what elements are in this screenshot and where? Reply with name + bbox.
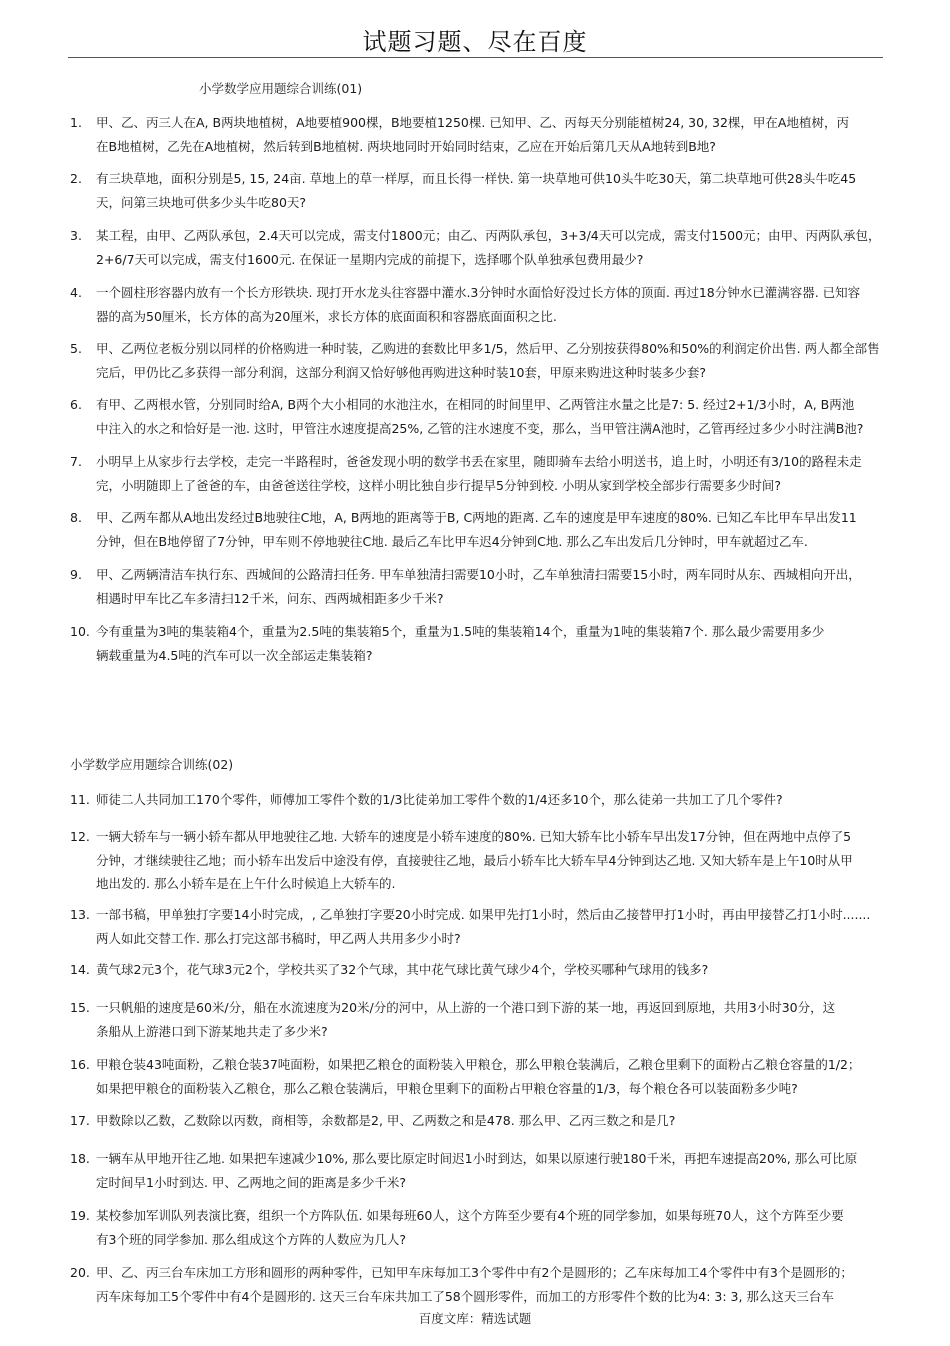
- question-item: [70, 1053, 885, 1100]
- question-text: 丙车床每加工5个零件中有4个是圆形的. 这天三台车床共加工了58个圆形零件，而加工的方形零件个数的比为4: 3: 3, 那么这天三台车: [96, 1288, 834, 1304]
- question-text: 两人如此交替工作. 那么打完这部书稿时，甲乙两人共用多少小时?: [96, 930, 461, 946]
- question-number: 3.: [70, 228, 82, 243]
- question-text: 甲、乙、丙三人在A, B两块地植树，A地要植900棵，B地要植1250棵. 已知甲、乙、丙每天分别能植树24, 30, 32棵，甲在A地植树，丙: [96, 115, 849, 130]
- question-item: [70, 224, 885, 271]
- question-text: 有三块草地，面积分别是5, 15, 24亩. 草地上的草一样厚，而且长得一样快. 第一块草地可供10头牛吃30天，第二块草地可供28头牛吃45: [96, 171, 857, 186]
- question-number: 12.: [70, 829, 90, 844]
- question-text: 小明早上从家步行去学校，走完一半路程时，爸爸发现小明的数学书丢在家里，随即骑车去给小明送书，追上时，小明还有3/10的路程未走: [96, 454, 862, 469]
- question-text: 某工程，由甲、乙两队承包，2.4天可以完成，需支付1800元；由乙、丙两队承包，3+3/4天可以完成，需支付1500元；由甲、丙两队承包，: [96, 228, 881, 243]
- question-number: 13.: [70, 907, 90, 922]
- question-number: 5.: [70, 341, 82, 356]
- question-text: 分钟，才继续驶往乙地；而小轿车出发后中途没有停，直接驶往乙地，最后小轿车比大轿车早4分钟到达乙地. 又知大轿车是上午10时从甲: [96, 852, 853, 868]
- question-item: [70, 1204, 885, 1251]
- question-item: [70, 167, 885, 214]
- question-item: [70, 450, 885, 497]
- question-number: 20.: [70, 1265, 90, 1280]
- question-item: [70, 1109, 885, 1133]
- question-text: 一只帆船的速度是60米/分，船在水流速度为20米/分的河中，从上游的一个港口到下游的某一地，再返回到原地，共用3小时30分，这: [96, 1000, 836, 1015]
- question-text: 定时间早1小时到达. 甲、乙两地之间的距离是多少千米?: [96, 1174, 407, 1190]
- question-number: 9.: [70, 567, 82, 582]
- question-item: [70, 393, 885, 440]
- question-text: 甲、乙、丙三台车床加工方形和圆形的两种零件，已知甲车床每加工3个零件中有2个是圆形的；乙车床每加工4个零件中有3个是圆形的；: [96, 1265, 853, 1280]
- question-text: 天，问第三块地可供多少头牛吃80天?: [96, 194, 307, 210]
- question-item: [70, 111, 885, 158]
- question-item: [70, 1147, 885, 1194]
- question-number: 7.: [70, 454, 82, 469]
- question-text: 分钟，但在B地停留了7分钟，甲车则不停地驶往C地. 最后乙车比甲车迟4分钟到C地. 那么乙车出发后几分钟时，甲车就超过乙车.: [96, 533, 808, 549]
- question-item: [70, 506, 885, 553]
- question-item: [70, 1261, 885, 1308]
- question-number: 6.: [70, 397, 82, 412]
- question-text: 中注入的水之和恰好是一池. 这时，甲管注水速度提高25%, 乙管的注水速度不变，那么，当甲管注满A池时，乙管再经过多少小时注满B池?: [96, 420, 864, 436]
- question-text: 有3个班的同学参加. 那么组成这个方阵的人数应为几人?: [96, 1231, 407, 1247]
- question-text: 在B地植树，乙先在A地植树，然后转到B地植树. 两块地同时开始同时结束，乙应在开始后第几天从A地转到B地?: [96, 138, 716, 154]
- question-item: [70, 620, 885, 667]
- question-number: 1.: [70, 115, 82, 130]
- header-divider: [68, 57, 883, 58]
- question-text: 如果把甲粮仓的面粉装入乙粮仓，那么乙粮仓装满后，甲粮仓里剩下的面粉占甲粮仓容量的1/3，每个粮仓各可以装面粉多少吨?: [96, 1080, 798, 1096]
- page-header-title: 试题习题、尽在百度: [362, 28, 588, 56]
- question-text: 一辆车从甲地开往乙地. 如果把车速减少10%, 那么要比原定时间迟1小时到达，如果以原速行驶180千米，再把车速提高20%, 那么可比原: [96, 1151, 858, 1166]
- question-text: 黄气球2元3个，花气球3元2个，学校共买了32个气球，其中花气球比黄气球少4个，学校买哪种气球用的钱多?: [96, 962, 709, 977]
- question-number: 15.: [70, 1000, 90, 1015]
- question-number: 8.: [70, 510, 82, 525]
- question-text: 甲、乙两辆清洁车执行东、西城间的公路清扫任务. 甲车单独清扫需要10小时，乙车单独清扫需要15小时，两车同时从东、西城相向开出，: [96, 567, 861, 582]
- question-text: 一辆大轿车与一辆小轿车都从甲地驶往乙地. 大轿车的速度是小轿车速度的80%. 已知大轿车比小轿车早出发17分钟，但在两地中点停了5: [96, 829, 852, 844]
- question-item: [70, 958, 885, 982]
- question-text: 2+6/7天可以完成，需支付1600元. 在保证一星期内完成的前提下，选择哪个队单独承包费用最少?: [96, 251, 644, 267]
- question-text: 器的高为50厘米，长方体的高为20厘米，求长方体的底面面积和容器底面面积之比.: [96, 308, 557, 324]
- question-text: 甲数除以乙数，乙数除以丙数，商相等，余数都是2, 甲、乙两数之和是478. 那么甲、乙丙三数之和是几?: [96, 1113, 676, 1128]
- question-item: [70, 825, 885, 896]
- question-text: 某校参加军训队列表演比赛，组织一个方阵队伍. 如果每班60人，这个方阵至少要有4个班的同学参加，如果每班70人，这个方阵至少要: [96, 1208, 844, 1223]
- question-number: 18.: [70, 1151, 90, 1166]
- question-item: [70, 337, 885, 384]
- question-text: 完，小明随即上了爸爸的车，由爸爸送往学校，这样小明比独自步行提早5分钟到校. 小明从家到学校全部步行需要多少时间?: [96, 477, 782, 493]
- question-item: [70, 563, 885, 610]
- question-number: 2.: [70, 171, 82, 186]
- question-number: 4.: [70, 285, 82, 300]
- question-text: 条船从上游港口到下游某地共走了多少米?: [96, 1023, 328, 1039]
- question-number: 19.: [70, 1208, 90, 1223]
- question-text: 地出发的. 那么小轿车是在上午什么时候追上大轿车的.: [96, 876, 396, 891]
- question-text: 有甲、乙两根水管，分别同时给A, B两个大小相同的水池注水，在相同的时间里甲、乙两管注水量之比是7: 5. 经过2+1/3小时，A, B两池: [96, 397, 855, 412]
- question-text: 甲粮仓装43吨面粉，乙粮仓装37吨面粉，如果把乙粮仓的面粉装入甲粮仓，那么甲粮仓装满后，乙粮仓里剩下的面粉占乙粮仓容量的1/2；: [96, 1057, 861, 1072]
- question-number: 17.: [70, 1113, 90, 1128]
- question-text: 相遇时甲车比乙车多清扫12千米，问东、西两城相距多少千米?: [96, 590, 444, 606]
- question-text: 师徒二人共同加工170个零件，师傅加工零件个数的1/3比徒弟加工零件个数的1/4还多10个，那么徒弟一共加工了几个零件?: [96, 792, 783, 807]
- question-item: [70, 903, 885, 950]
- question-text: 完后，甲仍比乙多获得一部分利润，这部分利润又恰好够他再购进这种时装10套，甲原来购进这种时装多少套?: [96, 364, 707, 380]
- question-text: 今有重量为3吨的集装箱4个，重量为2.5吨的集装箱5个，重量为1.5吨的集装箱14个，重量为1吨的集装箱7个. 那么最少需要用多少: [96, 624, 825, 639]
- section-title: 小学数学应用题综合训练(02): [70, 757, 234, 772]
- question-text: 甲、乙两车都从A地出发经过B地驶往C地，A, B两地的距离等于B, C两地的距离. 乙车的速度是甲车速度的80%. 已知乙车比甲车早出发11: [96, 510, 857, 525]
- question-item: [70, 788, 885, 812]
- question-item: [70, 996, 885, 1043]
- page-footer: 百度文库：精选试题: [418, 1311, 532, 1326]
- question-text: 一部书稿，甲单独打字要14小时完成，, 乙单独打字要20小时完成. 如果甲先打1小时，然后由乙接替甲打1小时，再由甲接替乙打1小时.......: [96, 907, 871, 922]
- question-number: 16.: [70, 1057, 90, 1072]
- section-title: 小学数学应用题综合训练(01): [199, 81, 363, 96]
- question-text: 一个圆柱形容器内放有一个长方形铁块. 现打开水龙头往容器中灌水.3分钟时水面恰好没过长方体的顶面. 再过18分钟水已灌满容器. 已知容: [96, 285, 861, 300]
- question-number: 14.: [70, 962, 90, 977]
- question-number: 11.: [70, 792, 90, 807]
- question-text: 甲、乙两位老板分别以同样的价格购进一种时装，乙购进的套数比甲多1/5，然后甲、乙分别按获得80%和50%的利润定价出售. 两人都全部售: [96, 341, 880, 356]
- question-item: [70, 281, 885, 328]
- question-text: 辆载重量为4.5吨的汽车可以一次全部运走集装箱?: [96, 647, 373, 663]
- question-number: 10.: [70, 624, 90, 639]
